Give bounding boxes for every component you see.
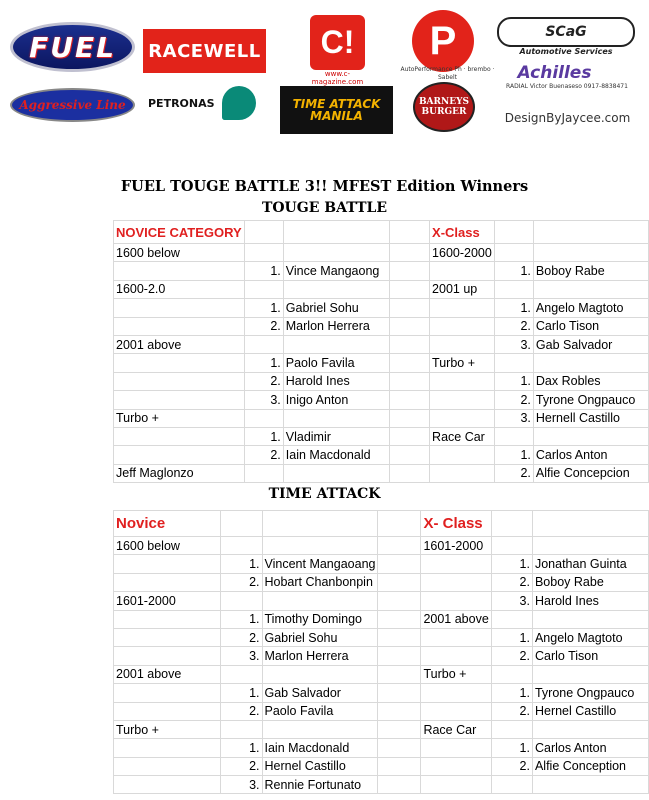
table-cell: 2.: [494, 464, 533, 482]
table-cell: 2001 above: [421, 610, 491, 628]
table-row: [114, 221, 649, 244]
table-cell: [283, 244, 389, 262]
table-cell: [283, 464, 389, 482]
table-cell: [114, 573, 221, 591]
table-cell: [491, 511, 532, 537]
table-cell: Vladimir: [283, 427, 389, 445]
table-cell: 2001 above: [114, 335, 245, 353]
table-cell: [114, 555, 221, 573]
table-cell: Novice: [114, 511, 221, 537]
table-cell: [390, 221, 430, 244]
table-cell: 1.: [491, 628, 532, 646]
table-row: [114, 573, 649, 591]
table-cell: 2.: [491, 573, 532, 591]
table-cell: 2.: [491, 757, 532, 775]
fuel-logo: FUEL: [10, 22, 135, 72]
table-cell: 1.: [244, 299, 283, 317]
table-cell: Hernel Castillo: [532, 702, 648, 720]
table-cell: [114, 684, 221, 702]
table-cell: [378, 739, 421, 757]
table-row: [114, 427, 649, 445]
table-row: [114, 776, 649, 794]
table-cell: Tyrone Ongpauco: [532, 684, 648, 702]
table-cell: [532, 610, 648, 628]
table-cell: Boboy Rabe: [533, 262, 648, 280]
table-cell: [114, 299, 245, 317]
table-cell: [378, 665, 421, 683]
table-cell: 1600-2.0: [114, 280, 245, 298]
aggressive-line-logo: Aggressive Line: [10, 88, 135, 122]
table-cell: NOVICE CATEGORY: [114, 221, 245, 244]
table-cell: Marlon Herrera: [283, 317, 389, 335]
table-row: [114, 354, 649, 372]
table-cell: [114, 262, 245, 280]
table-cell: [378, 537, 421, 555]
table-cell: [533, 221, 648, 244]
table-cell: [283, 280, 389, 298]
table-cell: [430, 409, 495, 427]
table-cell: [378, 702, 421, 720]
table-cell: Harold Ines: [532, 592, 648, 610]
table-cell: [390, 244, 430, 262]
table-cell: [491, 537, 532, 555]
table-cell: [114, 317, 245, 335]
table-row: [114, 555, 649, 573]
table-cell: 1601-2000: [114, 592, 221, 610]
table-cell: [430, 262, 495, 280]
table-cell: Hernel Castillo: [262, 757, 378, 775]
table-cell: 3.: [491, 592, 532, 610]
table-cell: 2.: [244, 372, 283, 390]
table-cell: Turbo +: [114, 720, 221, 738]
table-cell: Angelo Magtoto: [532, 628, 648, 646]
table-cell: [533, 244, 648, 262]
table-cell: [532, 720, 648, 738]
table-cell: Carlo Tison: [533, 317, 648, 335]
table-cell: [378, 628, 421, 646]
table-cell: Race Car: [421, 720, 491, 738]
table-cell: [430, 372, 495, 390]
table-cell: 2.: [491, 647, 532, 665]
table-cell: 1.: [494, 372, 533, 390]
table-cell: Carlos Anton: [533, 446, 648, 464]
table-row: [114, 720, 649, 738]
table-cell: 1.: [491, 684, 532, 702]
time-attack-heading: TIME ATTACK: [268, 486, 381, 502]
achilles-logo: Achilles: [517, 63, 592, 83]
table-row: [114, 244, 649, 262]
table-cell: [262, 537, 378, 555]
table-cell: [283, 335, 389, 353]
table-row: [114, 647, 649, 665]
table-cell: [390, 446, 430, 464]
table-cell: [244, 409, 283, 427]
table-cell: [421, 573, 491, 591]
table-cell: [378, 511, 421, 537]
table-row: [114, 391, 649, 409]
table-row: [114, 684, 649, 702]
petronas-emblem-icon: [222, 86, 256, 120]
table-cell: 2.: [491, 702, 532, 720]
table-row: [114, 628, 649, 646]
table-cell: [390, 280, 430, 298]
table-cell: [114, 391, 245, 409]
table-row: [114, 537, 649, 555]
table-cell: [378, 610, 421, 628]
table-cell: [533, 427, 648, 445]
table-row: [114, 335, 649, 353]
table-cell: [421, 555, 491, 573]
table-row: [114, 464, 649, 482]
table-cell: [494, 427, 533, 445]
table-cell: [378, 757, 421, 775]
table-cell: [421, 739, 491, 757]
time-attack-manila-logo: TIME ATTACK MANILA: [280, 86, 393, 134]
table-cell: [421, 628, 491, 646]
table-cell: [114, 372, 245, 390]
table-cell: [491, 776, 532, 794]
table-cell: Carlos Anton: [532, 739, 648, 757]
table-row: [114, 262, 649, 280]
time-attack-table: [113, 510, 649, 794]
table-cell: 3.: [244, 391, 283, 409]
table-cell: [114, 757, 221, 775]
table-cell: [430, 299, 495, 317]
table-cell: [532, 776, 648, 794]
table-cell: [221, 537, 262, 555]
table-cell: [532, 665, 648, 683]
table-cell: [262, 665, 378, 683]
table-cell: [114, 354, 245, 372]
table-cell: [114, 647, 221, 665]
barneys-burger-logo: BARNEYS BURGER: [413, 82, 475, 132]
table-cell: 1600 below: [114, 244, 245, 262]
table-cell: [378, 573, 421, 591]
designbyjaycee-logo: DesignByJaycee.com: [504, 111, 631, 125]
table-cell: [533, 354, 648, 372]
table-cell: 2.: [221, 628, 262, 646]
table-cell: [283, 409, 389, 427]
table-cell: 1.: [494, 299, 533, 317]
table-cell: [390, 299, 430, 317]
table-cell: [114, 702, 221, 720]
table-cell: [221, 511, 262, 537]
table-row: [114, 299, 649, 317]
table-cell: 1.: [221, 684, 262, 702]
table-cell: Turbo +: [430, 354, 495, 372]
table-cell: Alfie Conception: [532, 757, 648, 775]
table-cell: [378, 720, 421, 738]
table-cell: Race Car: [430, 427, 495, 445]
racewell-logo: RACEWELL: [143, 29, 266, 73]
table-cell: [390, 464, 430, 482]
table-cell: [221, 720, 262, 738]
table-cell: [494, 244, 533, 262]
table-cell: 1.: [494, 446, 533, 464]
table-cell: 1601-2000: [421, 537, 491, 555]
table-cell: 1600 below: [114, 537, 221, 555]
table-cell: 2.: [221, 702, 262, 720]
table-cell: [421, 592, 491, 610]
table-cell: [491, 665, 532, 683]
table-cell: Jeff Maglonzo: [114, 464, 245, 482]
table-cell: 3.: [494, 409, 533, 427]
table-cell: Paolo Favila: [262, 702, 378, 720]
table-cell: [378, 684, 421, 702]
table-cell: 1.: [244, 354, 283, 372]
table-cell: Turbo +: [114, 409, 245, 427]
table-cell: [221, 665, 262, 683]
table-cell: [494, 354, 533, 372]
table-cell: [421, 702, 491, 720]
table-cell: Jonathan Guinta: [532, 555, 648, 573]
table-cell: Iain Macdonald: [283, 446, 389, 464]
table-cell: X-Class: [430, 221, 495, 244]
table-cell: [421, 776, 491, 794]
table-cell: [532, 511, 648, 537]
table-cell: 1.: [221, 610, 262, 628]
table-cell: [390, 335, 430, 353]
table-cell: 2.: [494, 317, 533, 335]
table-cell: Alfie Concepcion: [533, 464, 648, 482]
table-cell: [262, 592, 378, 610]
table-cell: [532, 537, 648, 555]
table-cell: [244, 244, 283, 262]
table-row: [114, 372, 649, 390]
table-cell: [421, 647, 491, 665]
table-row: [114, 739, 649, 757]
table-cell: Turbo +: [421, 665, 491, 683]
table-cell: Angelo Magtoto: [533, 299, 648, 317]
table-cell: [114, 739, 221, 757]
autoperformance-logo: P: [412, 10, 474, 72]
table-cell: [491, 610, 532, 628]
table-cell: 1.: [244, 427, 283, 445]
table-cell: 1.: [244, 262, 283, 280]
table-cell: Gabriel Sohu: [262, 628, 378, 646]
table-row: [114, 446, 649, 464]
table-cell: [494, 221, 533, 244]
table-cell: Hernell Castillo: [533, 409, 648, 427]
table-cell: [491, 720, 532, 738]
table-cell: [430, 446, 495, 464]
table-row: [114, 409, 649, 427]
table-cell: Vince Mangaong: [283, 262, 389, 280]
table-cell: 2.: [221, 757, 262, 775]
table-cell: [378, 555, 421, 573]
c-magazine-url: www.c-magazine.com: [311, 70, 364, 86]
table-cell: 1.: [491, 555, 532, 573]
table-row: [114, 757, 649, 775]
table-cell: [390, 354, 430, 372]
table-cell: Vincent Mangaoang: [262, 555, 378, 573]
table-cell: [378, 776, 421, 794]
table-cell: 1.: [494, 262, 533, 280]
table-cell: Hobart Chanbonpin: [262, 573, 378, 591]
table-cell: [114, 427, 245, 445]
table-cell: Inigo Anton: [283, 391, 389, 409]
table-cell: 2.: [244, 317, 283, 335]
table-cell: Dax Robles: [533, 372, 648, 390]
table-cell: [421, 684, 491, 702]
table-cell: [221, 592, 262, 610]
table-row: [114, 592, 649, 610]
table-cell: 3.: [221, 647, 262, 665]
table-cell: [262, 720, 378, 738]
table-cell: 3.: [494, 335, 533, 353]
table-cell: [244, 280, 283, 298]
table-cell: Gab Salvador: [262, 684, 378, 702]
table-cell: 2001 up: [430, 280, 495, 298]
table-cell: [533, 280, 648, 298]
table-cell: Iain Macdonald: [262, 739, 378, 757]
table-row: [114, 511, 649, 537]
table-cell: 2001 above: [114, 665, 221, 683]
table-cell: [283, 221, 389, 244]
table-row: [114, 317, 649, 335]
table-cell: [430, 464, 495, 482]
table-cell: [244, 221, 283, 244]
table-cell: [390, 391, 430, 409]
table-row: [114, 610, 649, 628]
table-cell: Harold Ines: [283, 372, 389, 390]
table-cell: [244, 464, 283, 482]
table-cell: [244, 335, 283, 353]
table-cell: 2.: [494, 391, 533, 409]
c-magazine-logo: C!: [310, 15, 365, 70]
table-cell: Gabriel Sohu: [283, 299, 389, 317]
table-cell: [430, 317, 495, 335]
table-cell: Gab Salvador: [533, 335, 648, 353]
table-cell: Timothy Domingo: [262, 610, 378, 628]
table-cell: [430, 391, 495, 409]
table-cell: Marlon Herrera: [262, 647, 378, 665]
achilles-caption: RADIAL Victor Buenaseso 0917-8838471: [506, 83, 628, 90]
table-cell: [114, 628, 221, 646]
scag-logo: SCaG: [497, 17, 635, 47]
table-row: [114, 665, 649, 683]
table-cell: [114, 776, 221, 794]
table-cell: 1600-2000: [430, 244, 495, 262]
table-cell: [378, 592, 421, 610]
table-cell: Rennie Fortunato: [262, 776, 378, 794]
table-cell: [390, 409, 430, 427]
table-cell: 2.: [244, 446, 283, 464]
table-cell: Paolo Favila: [283, 354, 389, 372]
table-cell: [390, 317, 430, 335]
table-row: [114, 702, 649, 720]
table-cell: Tyrone Ongpauco: [533, 391, 648, 409]
table-cell: [390, 372, 430, 390]
table-cell: 1.: [221, 739, 262, 757]
table-cell: 1.: [491, 739, 532, 757]
table-cell: [390, 427, 430, 445]
autoperformance-caption: AutoPerformance Ph · brembo · Sabelt: [400, 66, 495, 81]
table-cell: 3.: [221, 776, 262, 794]
table-cell: X- Class: [421, 511, 491, 537]
table-cell: [390, 262, 430, 280]
page-title: FUEL TOUGE BATTLE 3!! MFEST Edition Winners: [120, 178, 529, 195]
table-cell: 1.: [221, 555, 262, 573]
table-cell: [430, 335, 495, 353]
petronas-logo: PETRONAS: [148, 96, 215, 110]
scag-caption: Automotive Services: [519, 47, 613, 56]
table-cell: [421, 757, 491, 775]
touge-battle-table: [113, 220, 649, 483]
table-cell: [494, 280, 533, 298]
table-cell: Carlo Tison: [532, 647, 648, 665]
table-row: [114, 280, 649, 298]
touge-battle-heading: TOUGE BATTLE: [261, 200, 388, 216]
table-cell: [114, 446, 245, 464]
table-cell: [262, 511, 378, 537]
table-cell: [378, 647, 421, 665]
table-cell: 2.: [221, 573, 262, 591]
table-cell: Boboy Rabe: [532, 573, 648, 591]
table-cell: [114, 610, 221, 628]
